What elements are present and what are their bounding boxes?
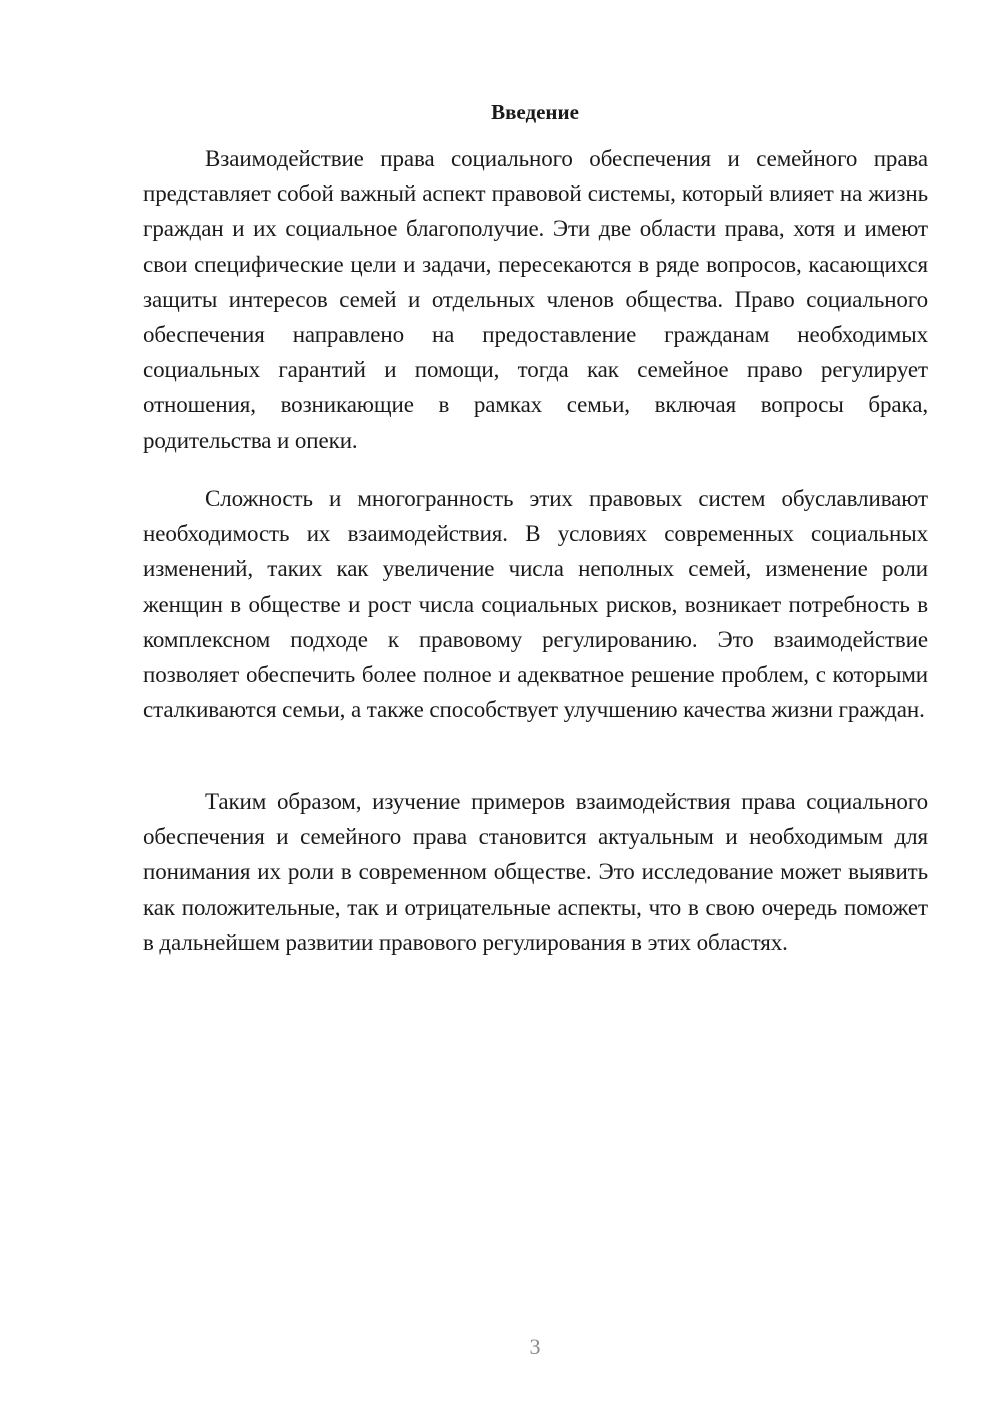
paragraph-3: Таким образом, изучение примеров взаимодействия права социального обеспечения и семейного права становится актуальным и необходимым для понимания их роли в современном обществе. Это исследование может выявить как положительные, так и отрицательные аспекты, что в свою очередь поможет в дальнейшем развитии правового регулирования в этих областях.: [143, 789, 928, 955]
paragraph-1: Взаимодействие права социального обеспечения и семейного права представляет собой важный аспект правовой системы, который влияет на жизнь граждан и их социальное благополучие. Эти две области права, хотя и имеют свои специфические цели и задачи, пересекаются в ряде вопросов, касающихся защиты интересов семей и отдельных членов общества. Право социального обеспечения направлено на предоставление гражданам необходимых социальных гарантий и помощи, тогда как семейное право регулирует отношения, возникающие в рамках семьи, включая вопросы брака, родительства и опеки.: [143, 146, 928, 453]
paragraph-2: Сложность и многогранность этих правовых систем обуславливают необходимость их взаимодействия. В условиях современных социальных изменений, таких как увеличение числа неполных семей, изменение роли женщин в обществе и рост числа социальных рисков, возникает потребность в комплексном подходе к правовому регулированию. Это взаимодействие позволяет обеспечить более полное и адекватное решение проблем, с которыми сталкиваются семьи, а также способствует улучшению качества жизни граждан.: [143, 486, 928, 723]
page-number: 3: [529, 1334, 541, 1359]
section-title: Введение: [491, 100, 579, 124]
